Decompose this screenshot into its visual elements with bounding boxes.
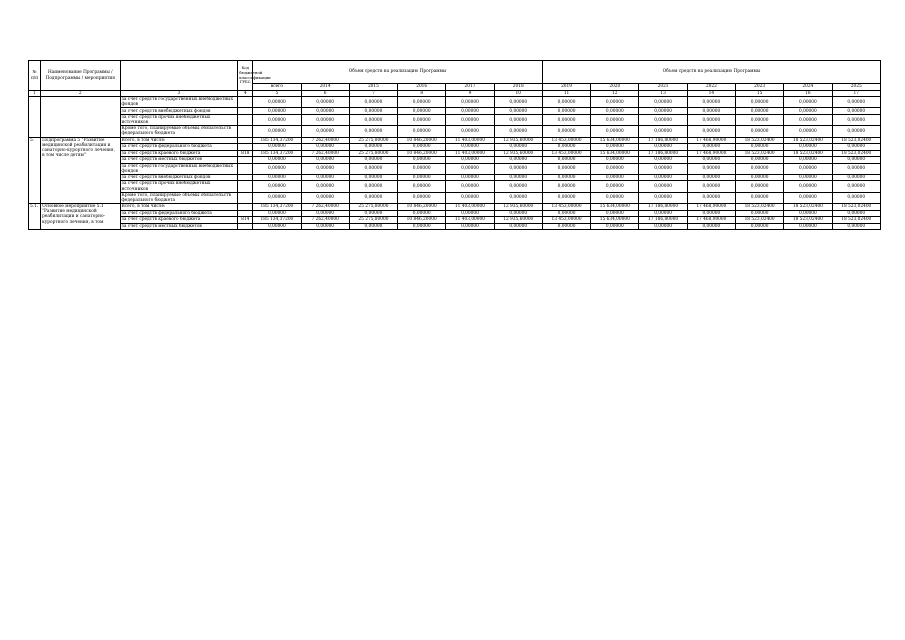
value-cell: 0,00000 xyxy=(832,157,880,164)
value-cell: 0,00000 xyxy=(301,192,349,203)
value-cell: 0,00000 xyxy=(349,210,397,217)
value-cell: 0,00000 xyxy=(542,126,590,137)
kbk-cell xyxy=(238,126,253,137)
value-cell: 10 846,20000 xyxy=(398,204,446,211)
value-cell: 0,00000 xyxy=(253,97,301,108)
value-cell: 0,00000 xyxy=(639,126,687,137)
value-cell: 17 186,80000 xyxy=(639,150,687,157)
value-cell: 0,00000 xyxy=(349,114,397,125)
value-cell: 0,00000 xyxy=(398,114,446,125)
value-cell: 0,00000 xyxy=(784,163,832,174)
value-cell: 0,00000 xyxy=(494,174,542,181)
value-cell: 0,00000 xyxy=(542,223,590,230)
table-row xyxy=(29,150,881,157)
value-cell: 13 453,00000 xyxy=(542,150,590,157)
value-cell: 0,00000 xyxy=(349,223,397,230)
value-cell: 0,00000 xyxy=(687,163,735,174)
year-header: 2023 xyxy=(735,84,783,91)
value-cell: 0,00000 xyxy=(784,108,832,115)
value-cell: 0,00000 xyxy=(494,181,542,192)
value-cell: 7 262,40000 xyxy=(301,137,349,144)
value-cell: 0,00000 xyxy=(687,157,735,164)
value-cell: 0,00000 xyxy=(832,174,880,181)
value-cell: 0,00000 xyxy=(591,210,639,217)
row-number: 5.1. xyxy=(29,204,41,230)
value-cell: 0,00000 xyxy=(542,181,590,192)
source-cell: за счет средств внебюджетных фондов xyxy=(120,108,238,115)
source-cell: Всего, в том числе: xyxy=(120,137,238,144)
value-cell: 0,00000 xyxy=(639,144,687,151)
kbk-cell xyxy=(238,223,253,230)
value-cell: 0,00000 xyxy=(784,223,832,230)
value-cell: 0,00000 xyxy=(784,97,832,108)
value-cell: 0,00000 xyxy=(639,157,687,164)
value-cell: 0,00000 xyxy=(591,174,639,181)
source-cell: за счет средств прочих внебюджетных источников xyxy=(120,114,238,125)
value-cell: 7 262,40000 xyxy=(301,150,349,157)
value-cell: 0,00000 xyxy=(784,126,832,137)
column-number: 9 xyxy=(446,91,494,97)
value-cell: 12 935,60000 xyxy=(494,217,542,224)
year-header: 2014 xyxy=(301,84,349,91)
value-cell: 0,00000 xyxy=(591,97,639,108)
value-cell: 11 403,00000 xyxy=(446,137,494,144)
value-cell: 0,00000 xyxy=(542,144,590,151)
value-cell: 0,00000 xyxy=(349,192,397,203)
value-cell: 0,00000 xyxy=(591,181,639,192)
table-row xyxy=(29,223,881,230)
value-cell: 11 403,00000 xyxy=(446,150,494,157)
value-cell: 0,00000 xyxy=(591,163,639,174)
value-cell: 0,00000 xyxy=(494,126,542,137)
value-cell: 0,00000 xyxy=(301,163,349,174)
value-cell: 0,00000 xyxy=(639,181,687,192)
table-row xyxy=(29,137,881,144)
value-cell: 185 134,37200 xyxy=(253,137,301,144)
value-cell: 0,00000 xyxy=(253,174,301,181)
value-cell: 0,00000 xyxy=(494,163,542,174)
value-cell: 18 523,02400 xyxy=(784,204,832,211)
value-cell: 0,00000 xyxy=(446,210,494,217)
value-cell: 12 935,60000 xyxy=(494,137,542,144)
value-cell: 0,00000 xyxy=(398,163,446,174)
value-cell: 0,00000 xyxy=(301,157,349,164)
value-cell: 0,00000 xyxy=(494,108,542,115)
kbk-cell xyxy=(238,163,253,174)
header-volume-right: Объем средств на реализацию Программы xyxy=(542,61,880,84)
value-cell: 0,00000 xyxy=(639,223,687,230)
source-cell: за счет средств государственных внебюджетных фондов xyxy=(120,97,238,108)
value-cell: 0,00000 xyxy=(301,144,349,151)
value-cell: 0,00000 xyxy=(784,157,832,164)
value-cell: 0,00000 xyxy=(494,157,542,164)
value-cell: 0,00000 xyxy=(832,181,880,192)
budget-table xyxy=(28,60,881,230)
value-cell: 0,00000 xyxy=(349,174,397,181)
year-header: 2016 xyxy=(398,84,446,91)
value-cell: 0,00000 xyxy=(542,192,590,203)
value-cell: 0,00000 xyxy=(349,126,397,137)
column-number: 11 xyxy=(542,91,590,97)
year-header: 2024 xyxy=(784,84,832,91)
table-row xyxy=(29,126,881,137)
column-number: 14 xyxy=(687,91,735,97)
source-cell: Кроме того, планируемые объемы обязательств федерального бюджета xyxy=(120,192,238,203)
header-source xyxy=(120,61,238,91)
value-cell: 0,00000 xyxy=(446,144,494,151)
value-cell: 0,00000 xyxy=(301,174,349,181)
value-cell: 0,00000 xyxy=(253,223,301,230)
value-cell: 12 935,60000 xyxy=(494,204,542,211)
value-cell: 0,00000 xyxy=(687,108,735,115)
value-cell: 18 523,02400 xyxy=(832,137,880,144)
value-cell: 0,00000 xyxy=(591,157,639,164)
value-cell: 0,00000 xyxy=(446,192,494,203)
value-cell: 0,00000 xyxy=(591,108,639,115)
year-header: 2017 xyxy=(446,84,494,91)
value-cell: 18 523,02400 xyxy=(735,137,783,144)
kbk-cell xyxy=(238,114,253,125)
value-cell: 0,00000 xyxy=(301,126,349,137)
value-cell: 0,00000 xyxy=(687,144,735,151)
source-cell: за счет средств прочих внебюджетных источников xyxy=(120,181,238,192)
value-cell: 0,00000 xyxy=(687,192,735,203)
value-cell: 0,00000 xyxy=(301,181,349,192)
source-cell: за счет средств внебюджетных фондов xyxy=(120,174,238,181)
value-cell: 25 275,80000 xyxy=(349,204,397,211)
header-kbk: Код бюджетной классификации ГРБС xyxy=(238,61,253,91)
value-cell: 0,00000 xyxy=(735,126,783,137)
value-cell: 17 186,80000 xyxy=(639,204,687,211)
value-cell: 0,00000 xyxy=(542,163,590,174)
value-cell: 18 523,02400 xyxy=(784,137,832,144)
value-cell: 0,00000 xyxy=(253,210,301,217)
value-cell: 0,00000 xyxy=(832,97,880,108)
value-cell: 0,00000 xyxy=(446,108,494,115)
value-cell: 0,00000 xyxy=(494,210,542,217)
value-cell: 0,00000 xyxy=(398,97,446,108)
source-cell: Кроме того, планируемые объемы обязательств федерального бюджета xyxy=(120,126,238,137)
value-cell: 0,00000 xyxy=(349,163,397,174)
source-cell: за счет средств местных бюджетов xyxy=(120,157,238,164)
value-cell: 0,00000 xyxy=(639,108,687,115)
value-cell: 0,00000 xyxy=(446,126,494,137)
value-cell: 0,00000 xyxy=(349,108,397,115)
source-cell: за счет средств федерального бюджета xyxy=(120,144,238,151)
value-cell: 0,00000 xyxy=(735,163,783,174)
value-cell: 0,00000 xyxy=(687,114,735,125)
year-header: 2021 xyxy=(639,84,687,91)
value-cell: 25 275,80000 xyxy=(349,217,397,224)
year-header: всего xyxy=(253,84,301,91)
value-cell: 0,00000 xyxy=(301,114,349,125)
year-header: 2015 xyxy=(349,84,397,91)
value-cell: 15 634,00000 xyxy=(591,150,639,157)
value-cell: 0,00000 xyxy=(735,210,783,217)
value-cell: 0,00000 xyxy=(735,174,783,181)
column-number: 12 xyxy=(591,91,639,97)
value-cell: 0,00000 xyxy=(253,157,301,164)
value-cell: 0,00000 xyxy=(301,223,349,230)
table-row xyxy=(29,192,881,203)
value-cell: 0,00000 xyxy=(687,223,735,230)
value-cell: 18 523,02400 xyxy=(735,217,783,224)
value-cell: 0,00000 xyxy=(398,157,446,164)
header-volume-left: Объем средств на реализацию Программы xyxy=(253,61,543,84)
column-number: 15 xyxy=(735,91,783,97)
value-cell: 18 523,02400 xyxy=(832,204,880,211)
value-cell: 25 275,80000 xyxy=(349,137,397,144)
value-cell: 0,00000 xyxy=(735,157,783,164)
column-number: 7 xyxy=(349,91,397,97)
value-cell: 0,00000 xyxy=(735,223,783,230)
value-cell: 18 523,02400 xyxy=(784,150,832,157)
event-name: Основное мероприятие 5.1 "Развитие медицинской реабилитации и санаторно-курортного лечения, в том xyxy=(41,204,120,230)
value-cell: 185 134,37200 xyxy=(253,150,301,157)
value-cell: 0,00000 xyxy=(687,210,735,217)
value-cell: 0,00000 xyxy=(639,210,687,217)
value-cell: 0,00000 xyxy=(301,97,349,108)
prev-name-cell xyxy=(41,97,120,137)
kbk-cell: 818 xyxy=(238,150,253,157)
value-cell: 10 846,20000 xyxy=(398,150,446,157)
value-cell: 0,00000 xyxy=(542,174,590,181)
value-cell: 0,00000 xyxy=(446,163,494,174)
value-cell: 17 468,90000 xyxy=(687,217,735,224)
value-cell: 0,00000 xyxy=(253,192,301,203)
column-number: 8 xyxy=(398,91,446,97)
value-cell: 0,00000 xyxy=(591,126,639,137)
value-cell: 0,00000 xyxy=(253,126,301,137)
value-cell: 0,00000 xyxy=(398,174,446,181)
value-cell: 0,00000 xyxy=(494,97,542,108)
value-cell: 17 186,80000 xyxy=(639,137,687,144)
source-cell: за счет средств государственных внебюджетных фондов xyxy=(120,163,238,174)
kbk-cell: 814 xyxy=(238,217,253,224)
value-cell: 0,00000 xyxy=(832,126,880,137)
value-cell: 0,00000 xyxy=(639,163,687,174)
table-row xyxy=(29,181,881,192)
column-number: 5 xyxy=(253,91,301,97)
value-cell: 0,00000 xyxy=(542,210,590,217)
value-cell: 0,00000 xyxy=(735,144,783,151)
value-cell: 0,00000 xyxy=(494,144,542,151)
value-cell: 0,00000 xyxy=(446,223,494,230)
value-cell: 18 523,02400 xyxy=(735,204,783,211)
header-no: № п/п xyxy=(29,61,41,91)
value-cell: 0,00000 xyxy=(832,223,880,230)
year-header: 2019 xyxy=(542,84,590,91)
table-row xyxy=(29,97,881,108)
value-cell: 13 453,00000 xyxy=(542,217,590,224)
value-cell: 17 186,80000 xyxy=(639,217,687,224)
value-cell: 0,00000 xyxy=(639,114,687,125)
value-cell: 0,00000 xyxy=(398,144,446,151)
value-cell: 0,00000 xyxy=(832,108,880,115)
value-cell: 0,00000 xyxy=(639,97,687,108)
header-name: Наименование Программы / Подпрограммы / мероприятия xyxy=(41,61,120,91)
column-number: 10 xyxy=(494,91,542,97)
value-cell: 0,00000 xyxy=(591,223,639,230)
value-cell: 17 468,90000 xyxy=(687,204,735,211)
value-cell: 0,00000 xyxy=(494,114,542,125)
value-cell: 15 634,00000 xyxy=(591,217,639,224)
value-cell: 0,00000 xyxy=(784,114,832,125)
value-cell: 0,00000 xyxy=(784,174,832,181)
value-cell: 0,00000 xyxy=(687,174,735,181)
value-cell: 185 134,37200 xyxy=(253,217,301,224)
value-cell: 0,00000 xyxy=(446,97,494,108)
value-cell: 0,00000 xyxy=(784,144,832,151)
value-cell: 10 846,20000 xyxy=(398,217,446,224)
value-cell: 0,00000 xyxy=(832,163,880,174)
value-cell: 0,00000 xyxy=(542,108,590,115)
value-cell: 7 262,40000 xyxy=(301,204,349,211)
value-cell: 0,00000 xyxy=(446,157,494,164)
value-cell: 0,00000 xyxy=(832,192,880,203)
value-cell: 11 403,00000 xyxy=(446,204,494,211)
table-row xyxy=(29,163,881,174)
value-cell: 0,00000 xyxy=(494,223,542,230)
source-cell: за счет средств местных бюджетов xyxy=(120,223,238,230)
value-cell: 0,00000 xyxy=(398,210,446,217)
value-cell: 0,00000 xyxy=(832,210,880,217)
table-row xyxy=(29,204,881,211)
value-cell: 0,00000 xyxy=(446,114,494,125)
value-cell: 18 523,02400 xyxy=(832,217,880,224)
value-cell: 18 523,02400 xyxy=(784,217,832,224)
value-cell: 0,00000 xyxy=(301,210,349,217)
column-number: 16 xyxy=(784,91,832,97)
value-cell: 0,00000 xyxy=(398,126,446,137)
value-cell: 0,00000 xyxy=(687,126,735,137)
source-cell: Всего, в том числе: xyxy=(120,204,238,211)
value-cell: 18 523,02400 xyxy=(735,150,783,157)
value-cell: 0,00000 xyxy=(542,97,590,108)
value-cell: 0,00000 xyxy=(253,181,301,192)
value-cell: 0,00000 xyxy=(735,114,783,125)
value-cell: 0,00000 xyxy=(735,181,783,192)
source-cell: за счет средств федерального бюджета xyxy=(120,210,238,217)
value-cell: 0,00000 xyxy=(349,157,397,164)
value-cell: 0,00000 xyxy=(253,163,301,174)
column-number: 2 xyxy=(41,91,120,97)
value-cell: 15 634,00000 xyxy=(591,137,639,144)
year-header: 2025 xyxy=(832,84,880,91)
year-header: 2022 xyxy=(687,84,735,91)
table-row xyxy=(29,114,881,125)
value-cell: 13 453,00000 xyxy=(542,137,590,144)
row-number: 5. xyxy=(29,137,41,203)
value-cell: 18 523,02400 xyxy=(832,150,880,157)
column-number: 17 xyxy=(832,91,880,97)
value-cell: 0,00000 xyxy=(591,144,639,151)
value-cell: 0,00000 xyxy=(398,181,446,192)
value-cell: 0,00000 xyxy=(832,114,880,125)
column-number: 6 xyxy=(301,91,349,97)
value-cell: 0,00000 xyxy=(398,108,446,115)
value-cell: 0,00000 xyxy=(735,97,783,108)
value-cell: 0,00000 xyxy=(735,108,783,115)
column-number: 3 xyxy=(120,91,238,97)
value-cell: 0,00000 xyxy=(542,157,590,164)
value-cell: 0,00000 xyxy=(687,97,735,108)
value-cell: 0,00000 xyxy=(639,174,687,181)
value-cell: 0,00000 xyxy=(542,114,590,125)
kbk-cell xyxy=(238,192,253,203)
value-cell: 10 846,20000 xyxy=(398,137,446,144)
value-cell: 0,00000 xyxy=(349,181,397,192)
source-cell: за счет средств краевого бюджета xyxy=(120,150,238,157)
value-cell: 11 403,00000 xyxy=(446,217,494,224)
value-cell: 0,00000 xyxy=(349,97,397,108)
value-cell: 12 935,60000 xyxy=(494,150,542,157)
value-cell: 185 134,37200 xyxy=(253,204,301,211)
value-cell: 0,00000 xyxy=(784,210,832,217)
value-cell: 0,00000 xyxy=(784,192,832,203)
value-cell: 0,00000 xyxy=(591,192,639,203)
value-cell: 25 275,80000 xyxy=(349,150,397,157)
value-cell: 0,00000 xyxy=(349,144,397,151)
value-cell: 0,00000 xyxy=(446,174,494,181)
column-number: 4 xyxy=(238,91,253,97)
value-cell: 0,00000 xyxy=(253,114,301,125)
table-row xyxy=(29,217,881,224)
value-cell: 0,00000 xyxy=(301,108,349,115)
source-cell: за счет средств краевого бюджета xyxy=(120,217,238,224)
value-cell: 13 453,00000 xyxy=(542,204,590,211)
value-cell: 0,00000 xyxy=(253,108,301,115)
value-cell: 0,00000 xyxy=(735,192,783,203)
value-cell: 7 262,40000 xyxy=(301,217,349,224)
value-cell: 17 468,90000 xyxy=(687,137,735,144)
value-cell: 0,00000 xyxy=(639,192,687,203)
value-cell: 0,00000 xyxy=(398,223,446,230)
value-cell: 0,00000 xyxy=(494,192,542,203)
value-cell: 15 634,00000 xyxy=(591,204,639,211)
prev-no-cell xyxy=(29,97,41,137)
subprogram-name: Подпрограмма 5 "Развитие медицинской реабилитации и санаторно-курортного лечения, в том числе детям" xyxy=(41,137,120,203)
column-number: 13 xyxy=(639,91,687,97)
value-cell: 0,00000 xyxy=(687,181,735,192)
value-cell: 0,00000 xyxy=(832,144,880,151)
kbk-cell xyxy=(238,97,253,108)
value-cell: 0,00000 xyxy=(591,114,639,125)
value-cell: 0,00000 xyxy=(446,181,494,192)
year-header: 2020 xyxy=(591,84,639,91)
year-header: 2018 xyxy=(494,84,542,91)
value-cell: 17 468,90000 xyxy=(687,150,735,157)
kbk-cell xyxy=(238,181,253,192)
value-cell: 0,00000 xyxy=(398,192,446,203)
value-cell: 0,00000 xyxy=(784,181,832,192)
value-cell: 0,00000 xyxy=(253,144,301,151)
column-number: 1 xyxy=(29,91,41,97)
